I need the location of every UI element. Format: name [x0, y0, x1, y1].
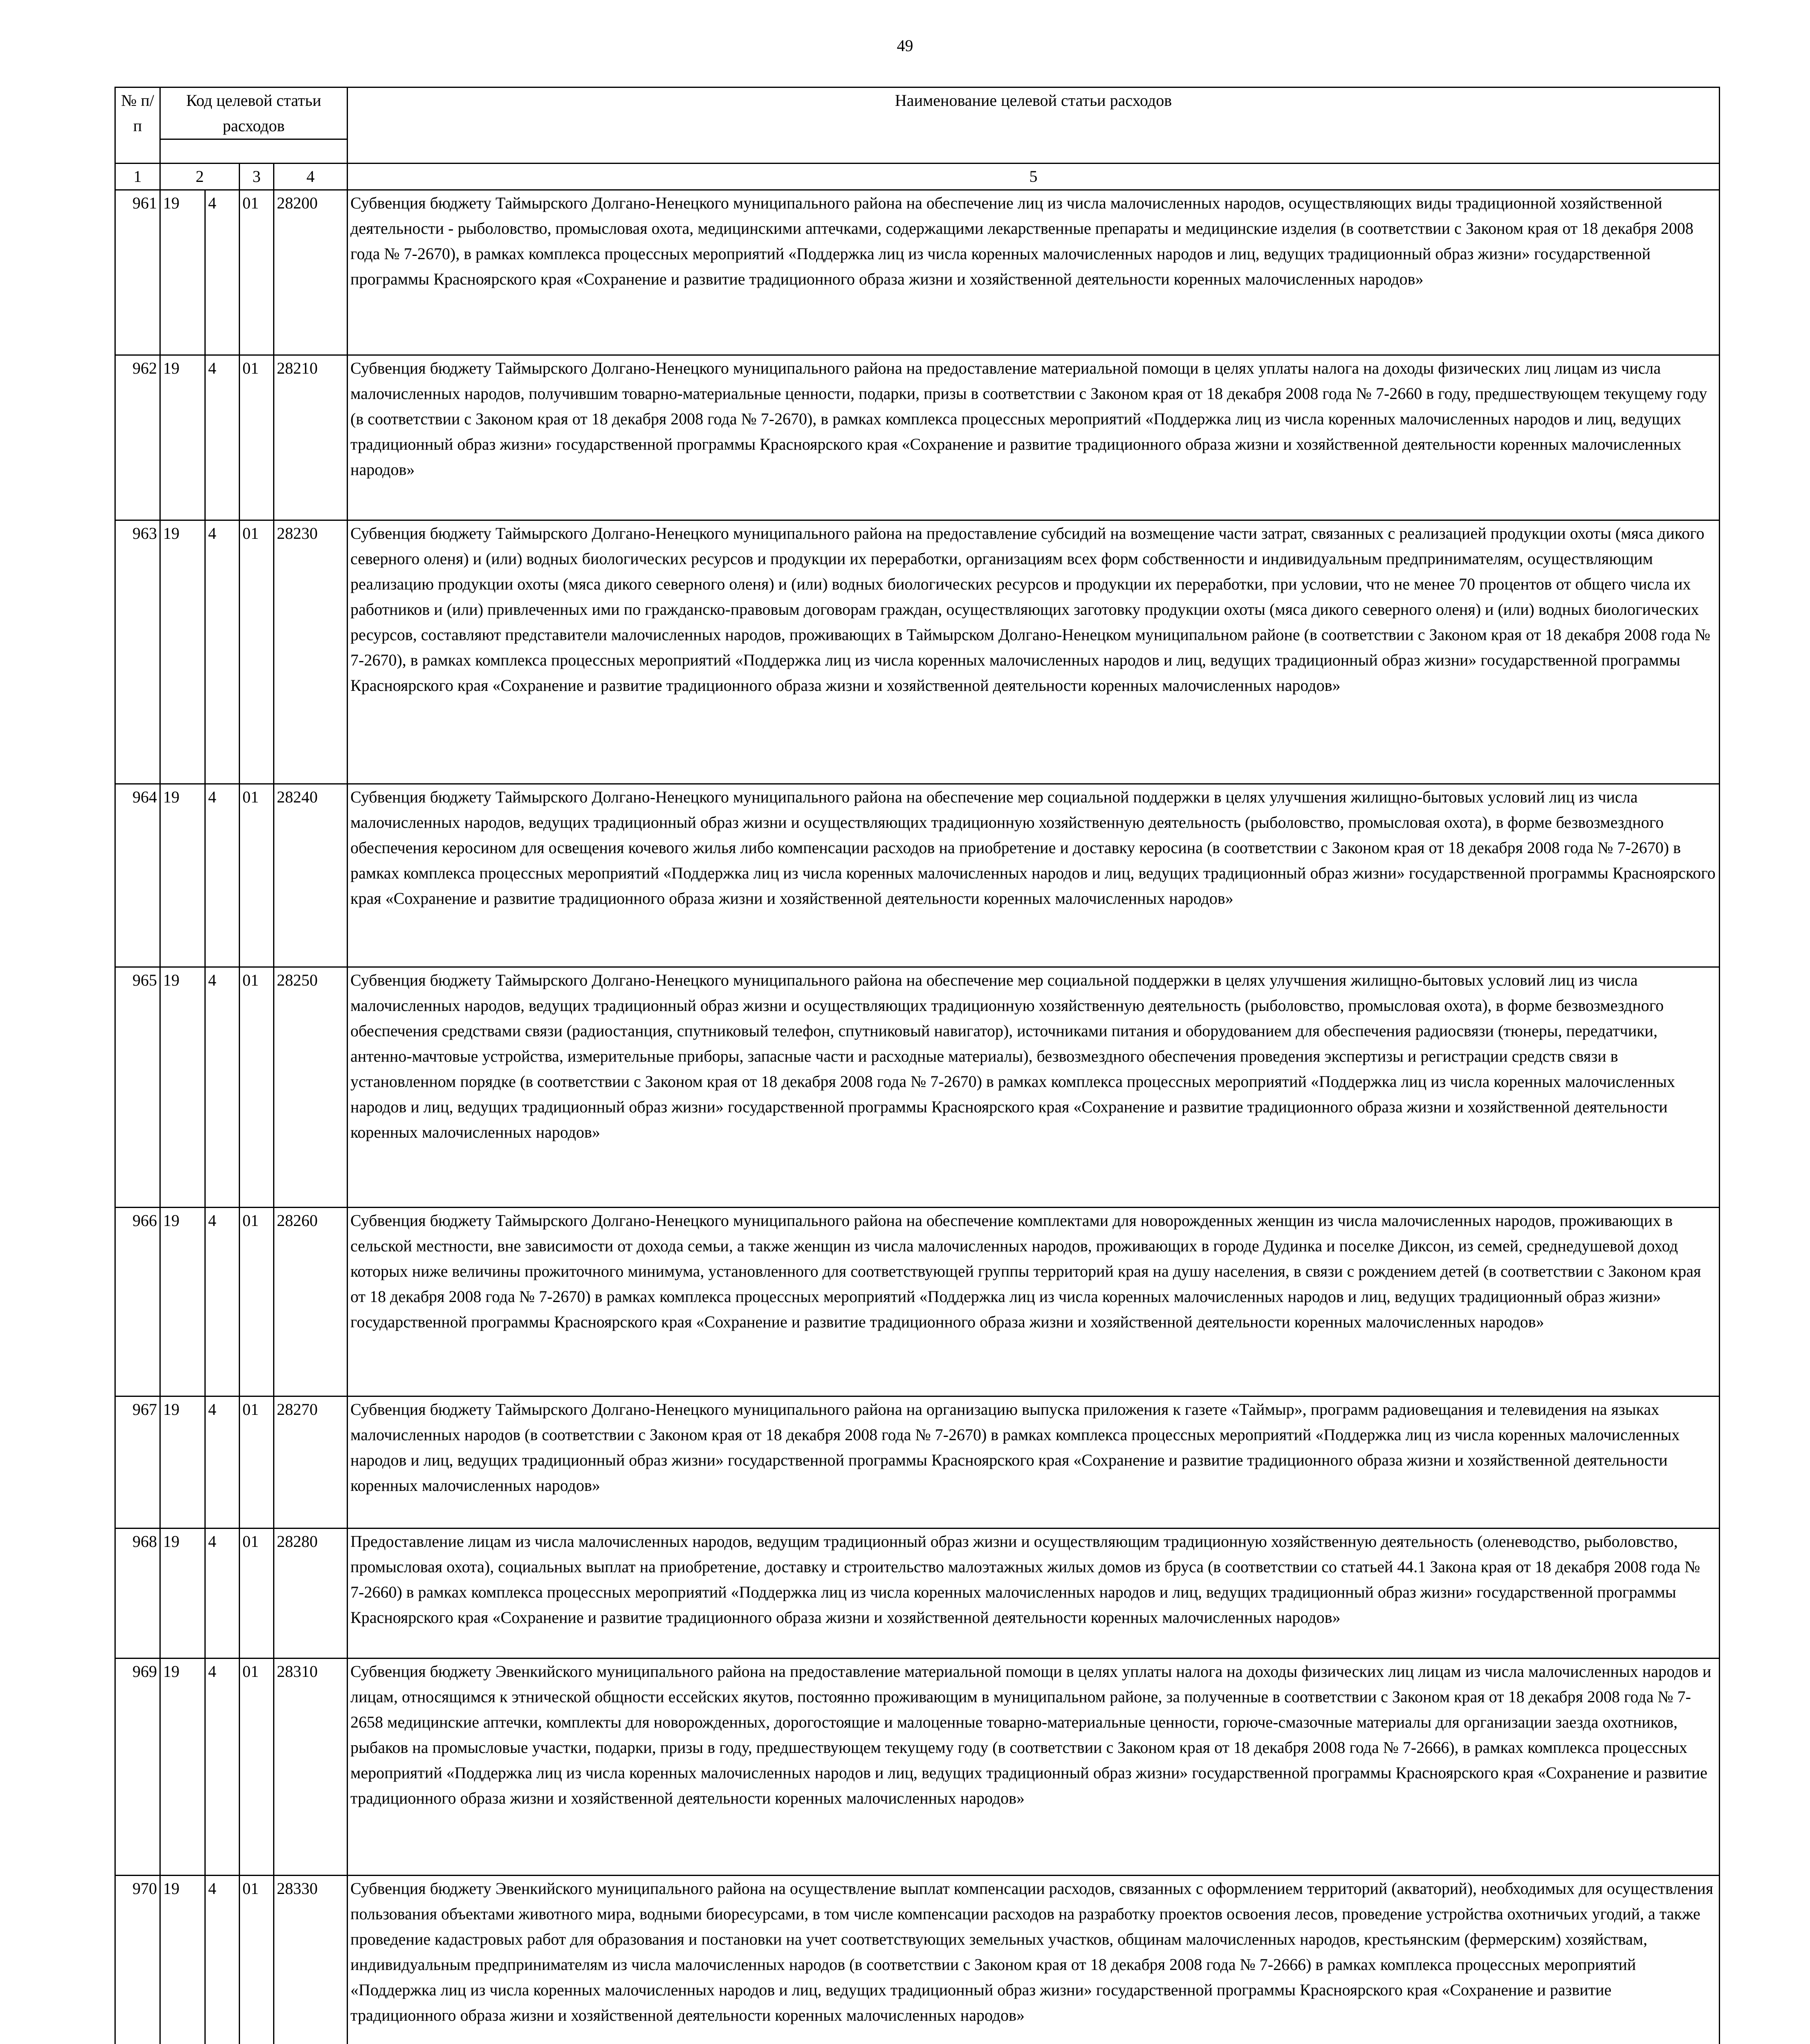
code-subprogram: 4: [205, 1659, 240, 1876]
table-row: [115, 190, 1720, 355]
column-number: 4: [274, 164, 348, 190]
code-event: 01: [240, 1876, 274, 2044]
table-row: [115, 1529, 1720, 1659]
code-subprogram: 4: [205, 355, 240, 520]
table-row: [115, 967, 1720, 1208]
code-subprogram: 4: [205, 1529, 240, 1659]
table-row: [115, 1208, 1720, 1396]
code-event: 01: [240, 967, 274, 1208]
code-event: 01: [240, 1396, 274, 1529]
table-row: [115, 355, 1720, 520]
table-row: [115, 520, 1720, 784]
code-program: 19: [160, 1876, 205, 2044]
code-program: 19: [160, 1396, 205, 1529]
code-subprogram: 4: [205, 190, 240, 355]
code-subprogram: 4: [205, 1396, 240, 1529]
page-number: 49: [897, 36, 913, 55]
code-subprogram: 4: [205, 520, 240, 784]
header-code: Код целевой статьи расходов: [160, 87, 348, 139]
code-direction: 28230: [274, 520, 348, 784]
row-number: 962: [115, 355, 160, 520]
column-numbers-row: [115, 164, 1720, 190]
row-description: Субвенция бюджету Таймырского Долгано-Ненецкого муниципального района на организацию выпуска приложения к газете «Таймыр», программ радиовещания и телевидения на языках малочисленных народов (в соответствии с Законом края от 18 декабря 2008 года № 7-2670) в рамках комплекса процессных мероприятий «Поддержка лиц из числа коренных малочисленных народов и лиц, ведущих традиционный образ жизни» государственной программы Красноярского края «Сохранение и развитие традиционного образа жизни и хозяйственной деятельности коренных малочисленных народов»: [348, 1396, 1720, 1529]
code-direction: 28310: [274, 1659, 348, 1876]
code-subprogram: 4: [205, 1876, 240, 2044]
code-event: 01: [240, 784, 274, 967]
code-program: 19: [160, 520, 205, 784]
code-direction: 28200: [274, 190, 348, 355]
row-description: Субвенция бюджету Таймырского Долгано-Ненецкого муниципального района на предоставление материальной помощи в целях уплаты налога на доходы физических лиц лицам из числа малочисленных народов, получившим товарно-материальные ценности, подарки, призы в соответствии с Законом края от 18 декабря 2008 года № 7-2660 в году, предшествующем текущему году (в соответствии с Законом края от 18 декабря 2008 года № 7-2670), в рамках комплекса процессных мероприятий «Поддержка лиц из числа коренных малочисленных народов и лиц, ведущих традиционный образ жизни» государственной программы Красноярского края «Сохранение и развитие традиционного образа жизни и хозяйственной деятельности коренных малочисленных народов»: [348, 355, 1720, 520]
code-event: 01: [240, 520, 274, 784]
code-direction: 28280: [274, 1529, 348, 1659]
code-direction: 28240: [274, 784, 348, 967]
code-event: 01: [240, 355, 274, 520]
row-description: Предоставление лицам из числа малочисленных народов, ведущим традиционный образ жизни и осуществляющим традиционную хозяйственную деятельность (оленеводство, рыболовство, промысловая охота), социальных выплат на приобретение, доставку и строительство малоэтажных жилых домов из бруса (в соответствии со статьей 44.1 Закона края от 18 декабря 2008 года № 7-2660) в рамках комплекса процессных мероприятий «Поддержка лиц из числа коренных малочисленных народов и лиц, ведущих традиционный образ жизни» государственной программы Красноярского края «Сохранение и развитие традиционного образа жизни и хозяйственной деятельности коренных малочисленных народов»: [348, 1529, 1720, 1659]
table-row: [115, 1659, 1720, 1876]
code-program: 19: [160, 1208, 205, 1396]
target-articles-table: [114, 87, 1720, 2044]
header-name: Наименование целевой статьи расходов: [348, 87, 1720, 164]
row-description: Субвенция бюджету Эвенкийского муниципального района на осуществление выплат компенсации расходов, связанных с оформлением территорий (акваторий), необходимых для осуществления пользования объектами животного мира, водными биоресурсами, в том числе компенсации расходов на разработку проектов освоения лесов, проведение устройства охотничьих угодий, а также проведение кадастровых работ для образования и постановки на учет соответствующих земельных участков, общинам малочисленных народов, крестьянским (фермерским) хозяйствам, индивидуальным предпринимателям из числа малочисленных народов (в соответствии с Законом края от 18 декабря 2008 года № 7-2666) в рамках комплекса процессных мероприятий «Поддержка лиц из числа коренных малочисленных народов и лиц, ведущих традиционный образ жизни» государственной программы Красноярского края «Сохранение и развитие традиционного образа жизни и хозяйственной деятельности коренных малочисленных народов»: [348, 1876, 1720, 2044]
row-description: Субвенция бюджету Таймырского Долгано-Ненецкого муниципального района на обеспечение мер социальной поддержки в целях улучшения жилищно-бытовых условий лиц из числа малочисленных народов, ведущих традиционный образ жизни и осуществляющих традиционную хозяйственную деятельность (рыболовство, промысловая охота), в форме безвозмездного обеспечения средствами связи (радиостанция, спутниковый телефон, спутниковый навигатор), источниками питания и оборудованием для обеспечения радиосвязи (тюнеры, передатчики, антенно-мачтовые устройства, измерительные приборы, запасные части и расходные материалы), безвозмездного обеспечения проведения экспертизы и регистрации средств связи в установленном порядке (в соответствии с Законом края от 18 декабря 2008 года № 7-2670) в рамках комплекса процессных мероприятий «Поддержка лиц из числа коренных малочисленных народов и лиц, ведущих традиционный образ жизни» государственной программы Красноярского края «Сохранение и развитие традиционного образа жизни и хозяйственной деятельности коренных малочисленных народов»: [348, 967, 1720, 1208]
table-row: [115, 1396, 1720, 1529]
code-direction: 28330: [274, 1876, 348, 2044]
column-number: 1: [115, 164, 160, 190]
code-event: 01: [240, 1208, 274, 1396]
row-number: 965: [115, 967, 160, 1208]
row-description: Субвенция бюджету Таймырского Долгано-Ненецкого муниципального района на обеспечение комплектами для новорожденных женщин из числа малочисленных народов, проживающих в сельской местности, вне зависимости от дохода семьи, а также женщин из числа малочисленных народов, проживающих в городе Дудинка и поселке Диксон, из семей, среднедушевой доход которых ниже величины прожиточного минимума, установленного для соответствующей группы территорий края на душу населения, в связи с рождением детей (в соответствии с Законом края от 18 декабря 2008 года № 7-2670) в рамках комплекса процессных мероприятий «Поддержка лиц из числа коренных малочисленных народов и лиц, ведущих традиционный образ жизни» государственной программы Красноярского края «Сохранение и развитие традиционного образа жизни и хозяйственной деятельности коренных малочисленных народов»: [348, 1208, 1720, 1396]
code-subprogram: 4: [205, 784, 240, 967]
code-subprogram: 4: [205, 1208, 240, 1396]
code-event: 01: [240, 1529, 274, 1659]
code-program: 19: [160, 355, 205, 520]
header-number: № п/п: [115, 87, 160, 164]
code-program: 19: [160, 1529, 205, 1659]
code-direction: 28270: [274, 1396, 348, 1529]
column-number: 5: [348, 164, 1720, 190]
row-number: 969: [115, 1659, 160, 1876]
row-number: 964: [115, 784, 160, 967]
code-direction: 28250: [274, 967, 348, 1208]
code-event: 01: [240, 1659, 274, 1876]
row-description: Субвенция бюджету Таймырского Долгано-Ненецкого муниципального района на обеспечение мер социальной поддержки в целях улучшения жилищно-бытовых условий лиц из числа малочисленных народов, ведущих традиционный образ жизни и осуществляющих традиционную хозяйственную деятельность (рыболовство, промысловая охота), в форме безвозмездного обеспечения керосином для освещения кочевого жилья либо компенсации расходов на приобретение и доставку керосина (в соответствии с Законом края от 18 декабря 2008 года № 7-2670) в рамках комплекса процессных мероприятий «Поддержка лиц из числа коренных малочисленных народов и лиц, ведущих традиционный образ жизни» государственной программы Красноярского края «Сохранение и развитие традиционного образа жизни и хозяйственной деятельности коренных малочисленных народов»: [348, 784, 1720, 967]
row-number: 966: [115, 1208, 160, 1396]
row-description: Субвенция бюджету Эвенкийского муниципального района на предоставление материальной помощи в целях уплаты налога на доходы физических лиц лицам из числа малочисленных народов и лицам, относящимся к этнической общности ессейских якутов, постоянно проживающим в муниципальном районе, за полученные в соответствии с Законом края от 18 декабря 2008 года № 7-2658 медицинские аптечки, комплекты для новорожденных, дорогостоящие и малоценные товарно-материальные ценности, горюче-смазочные материалы для организации заезда охотников, рыбаков на промысловые участки, подарки, призы в году, предшествующем текущему году (в соответствии с Законом края от 18 декабря 2008 года № 7-2666), в рамках комплекса процессных мероприятий «Поддержка лиц из числа коренных малочисленных народов и лиц, ведущих традиционный образ жизни» государственной программы Красноярского края «Сохранение и развитие традиционного образа жизни и хозяйственной деятельности коренных малочисленных народов»: [348, 1659, 1720, 1876]
row-description: Субвенция бюджету Таймырского Долгано-Ненецкого муниципального района на предоставление субсидий на возмещение части затрат, связанных с реализацией продукции охоты (мяса дикого северного оленя) и (или) водных биологических ресурсов и продукции их переработки, организациям всех форм собственности и индивидуальным предпринимателям, осуществляющим реализацию продукции охоты (мяса дикого северного оленя) и (или) водных биологических ресурсов и продукции их переработки, при условии, что не менее 70 процентов от общего числа их работников и (или) привлеченных ими по гражданско-правовым договорам граждан, осуществляющих заготовку продукции охоты (мяса дикого северного оленя) и (или) водных биологических ресурсов, составляют представители малочисленных народов, проживающих в Таймырском Долгано-Ненецком муниципальном районе (в соответствии с Законом края от 18 декабря 2008 года № 7-2670), в рамках комплекса процессных мероприятий «Поддержка лиц из числа коренных малочисленных народов и лиц, ведущих традиционный образ жизни» государственной программы Красноярского края «Сохранение и развитие традиционного образа жизни и хозяйственной деятельности коренных малочисленных народов»: [348, 520, 1720, 784]
row-number: 967: [115, 1396, 160, 1529]
row-description: Субвенция бюджету Таймырского Долгано-Ненецкого муниципального района на обеспечение лиц из числа малочисленных народов, осуществляющих виды традиционной хозяйственной деятельности - рыболовство, промысловая охота, медицинскими аптечками, содержащими лекарственные препараты и медицинские изделия (в соответствии с Законом края от 18 декабря 2008 года № 7-2670), в рамках комплекса процессных мероприятий «Поддержка лиц из числа коренных малочисленных народов и лиц, ведущих традиционный образ жизни» государственной программы Красноярского края «Сохранение и развитие традиционного образа жизни и хозяйственной деятельности коренных малочисленных народов»: [348, 190, 1720, 355]
header-row: [115, 87, 1720, 139]
code-direction: 28260: [274, 1208, 348, 1396]
row-number: 961: [115, 190, 160, 355]
code-program: 19: [160, 1659, 205, 1876]
column-number: 3: [240, 164, 274, 190]
code-program: 19: [160, 967, 205, 1208]
code-subprogram: 4: [205, 967, 240, 1208]
table-row: [115, 1876, 1720, 2044]
row-number: 963: [115, 520, 160, 784]
code-direction: 28210: [274, 355, 348, 520]
column-number: 2: [160, 164, 240, 190]
code-program: 19: [160, 784, 205, 967]
code-program: 19: [160, 190, 205, 355]
code-event: 01: [240, 190, 274, 355]
row-number: 968: [115, 1529, 160, 1659]
row-number: 970: [115, 1876, 160, 2044]
table-row: [115, 784, 1720, 967]
